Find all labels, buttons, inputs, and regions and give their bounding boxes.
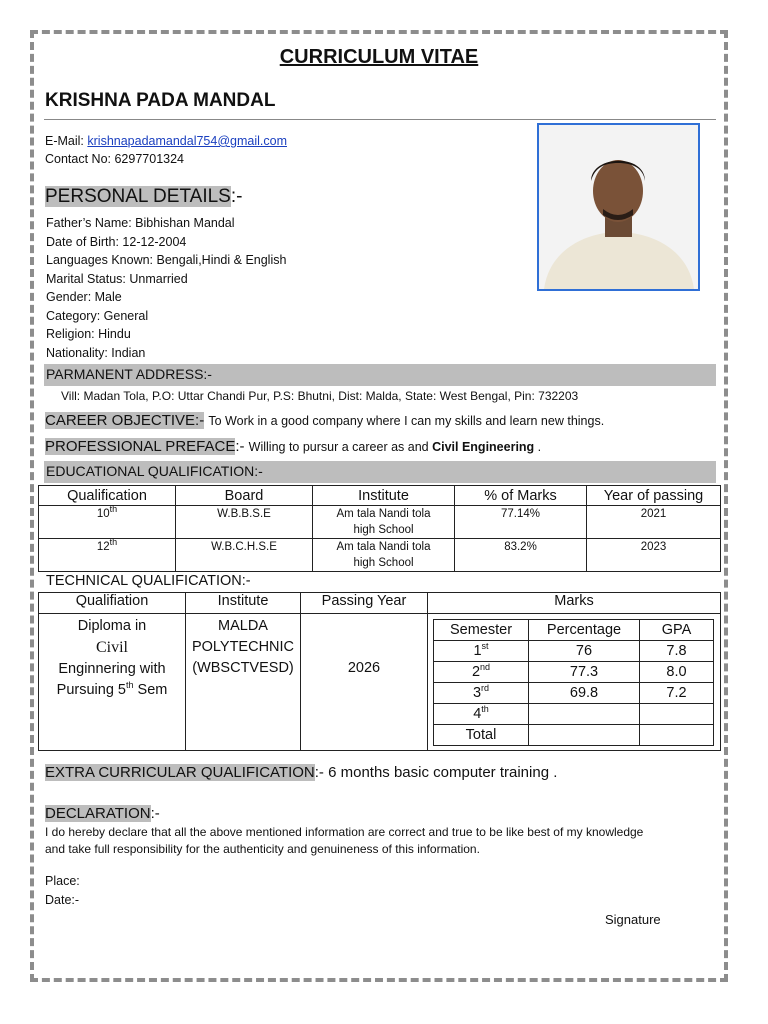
year-cell: 2023 <box>587 539 721 572</box>
total-gpa <box>640 725 714 746</box>
col-institute: Institute <box>313 486 455 506</box>
email-line <box>45 134 287 148</box>
table-row <box>434 662 714 683</box>
father-name: Father’s Name: Bibhishan Mandal <box>46 216 235 230</box>
gpa-cell <box>640 704 714 725</box>
career-heading: CAREER OBJECTIVE:- <box>45 412 205 429</box>
technical-table <box>38 592 721 751</box>
place-label: Place: <box>45 874 80 888</box>
preface-heading: PROFESSIONAL PREFACE <box>45 438 236 455</box>
contact-number: Contact No: 6297701324 <box>45 152 184 166</box>
technical-heading: TECHNICAL QUALIFICATION:- <box>46 573 251 589</box>
semester-marks-table <box>433 619 714 746</box>
marks-header-row <box>434 620 714 641</box>
col-marks: % of Marks <box>455 486 587 506</box>
extra-heading: EXTRA CURRICULAR QUALIFICATION <box>45 764 315 781</box>
declaration-heading: DECLARATION:- <box>45 805 160 822</box>
candidate-name: KRISHNA PADA MANDAL <box>45 90 276 111</box>
col-gpa: GPA <box>640 620 714 641</box>
profile-photo <box>537 123 700 291</box>
col-passing-year: Passing Year <box>301 593 428 614</box>
col-percentage: Percentage <box>529 620 640 641</box>
institute-cell: Am tala Nandi tola high School <box>313 539 455 572</box>
marks-cell: 83.2% <box>455 539 587 572</box>
document-title: CURRICULUM VITAE <box>279 46 479 68</box>
technical-header-row <box>39 593 721 614</box>
email-link[interactable]: krishnapadamandal754@gmail.com <box>87 134 287 148</box>
signature-label: Signature <box>605 912 661 927</box>
languages-known: Languages Known: Bengali,Hindi & English <box>46 253 287 267</box>
career-text: To Work in a good company where I can my skills and learn new things. <box>208 414 605 428</box>
education-table <box>38 485 721 572</box>
total-percentage <box>529 725 640 746</box>
marks-cell: 77.14% <box>455 506 587 539</box>
gpa-cell: 7.8 <box>640 641 714 662</box>
career-objective <box>45 412 604 429</box>
name-divider <box>44 119 716 120</box>
marital-status: Marital Status: Unmarried <box>46 272 188 286</box>
col-institute: Institute <box>186 593 301 614</box>
religion: Religion: Hindu <box>46 327 131 341</box>
col-year: Year of passing <box>587 486 721 506</box>
col-semester: Semester <box>434 620 529 641</box>
declaration-line-2: and take full responsibility for the authenticity and genuineness of this information. <box>45 842 480 856</box>
polytechnic-cell: MALDA POLYTECHNIC (WBSCTVESD) <box>186 614 301 751</box>
semester-cell: 4th <box>434 704 529 725</box>
preface-highlight: Civil Engineering <box>432 440 535 454</box>
address-heading-band <box>44 364 716 386</box>
address-heading: PARMANENT ADDRESS:- <box>46 366 212 382</box>
marks-cell <box>428 614 721 751</box>
table-row <box>39 539 721 572</box>
col-qualifiation: Qualifiation <box>39 593 186 614</box>
semester-cell: 3rd <box>434 683 529 704</box>
col-qualification: Qualification <box>39 486 176 506</box>
nationality: Nationality: Indian <box>46 346 146 360</box>
semester-cell: 1st <box>434 641 529 662</box>
institute-cell: Am tala Nandi tola high School <box>313 506 455 539</box>
date-label: Date:- <box>45 893 80 907</box>
extra-text: :- 6 months basic computer training . <box>314 764 558 781</box>
personal-details-heading: PERSONAL DETAILS:- <box>45 186 243 207</box>
email-label: E-Mail: <box>45 134 88 148</box>
semester-cell: 2nd <box>434 662 529 683</box>
year-cell: 2021 <box>587 506 721 539</box>
board-cell: W.B.B.S.E <box>176 506 313 539</box>
gender: Gender: Male <box>46 290 122 304</box>
extra-curricular <box>45 764 557 781</box>
percentage-cell <box>529 704 640 725</box>
table-row <box>434 704 714 725</box>
col-board: Board <box>176 486 313 506</box>
qualification-cell: 10th <box>39 506 176 539</box>
technical-row <box>39 614 721 751</box>
total-row <box>434 725 714 746</box>
declaration-line-1: I do hereby declare that all the above mentioned information are correct and true to be like best of my knowledge <box>45 825 644 839</box>
date-of-birth: Date of Birth: 12-12-2004 <box>46 235 187 249</box>
gpa-cell: 7.2 <box>640 683 714 704</box>
address-text: Vill: Madan Tola, P.O: Uttar Chandi Pur, P.S: Bhutni, Dist: Malda, State: West Bengal, Pin: 732203 <box>61 389 579 403</box>
education-heading-band <box>44 461 716 483</box>
board-cell: W.B.C.H.S.E <box>176 539 313 572</box>
diploma-cell: Diploma in Civil Enginnering with Pursuing 5th Sem <box>39 614 186 751</box>
category: Category: General <box>46 309 149 323</box>
gpa-cell: 8.0 <box>640 662 714 683</box>
total-label: Total <box>434 725 529 746</box>
person-photo-icon <box>539 125 698 289</box>
percentage-cell: 77.3 <box>529 662 640 683</box>
table-row <box>434 641 714 662</box>
education-header-row <box>39 486 721 506</box>
passing-year-cell: 2026 <box>301 614 428 751</box>
qualification-cell: 12th <box>39 539 176 572</box>
col-marks: Marks <box>428 593 721 614</box>
education-heading: EDUCATIONAL QUALIFICATION:- <box>46 463 263 479</box>
percentage-cell: 69.8 <box>529 683 640 704</box>
table-row <box>39 506 721 539</box>
table-row <box>434 683 714 704</box>
professional-preface: PROFESSIONAL PREFACE:- Willing to pursur a career as and Civil Engineering . <box>45 438 542 455</box>
percentage-cell: 76 <box>529 641 640 662</box>
